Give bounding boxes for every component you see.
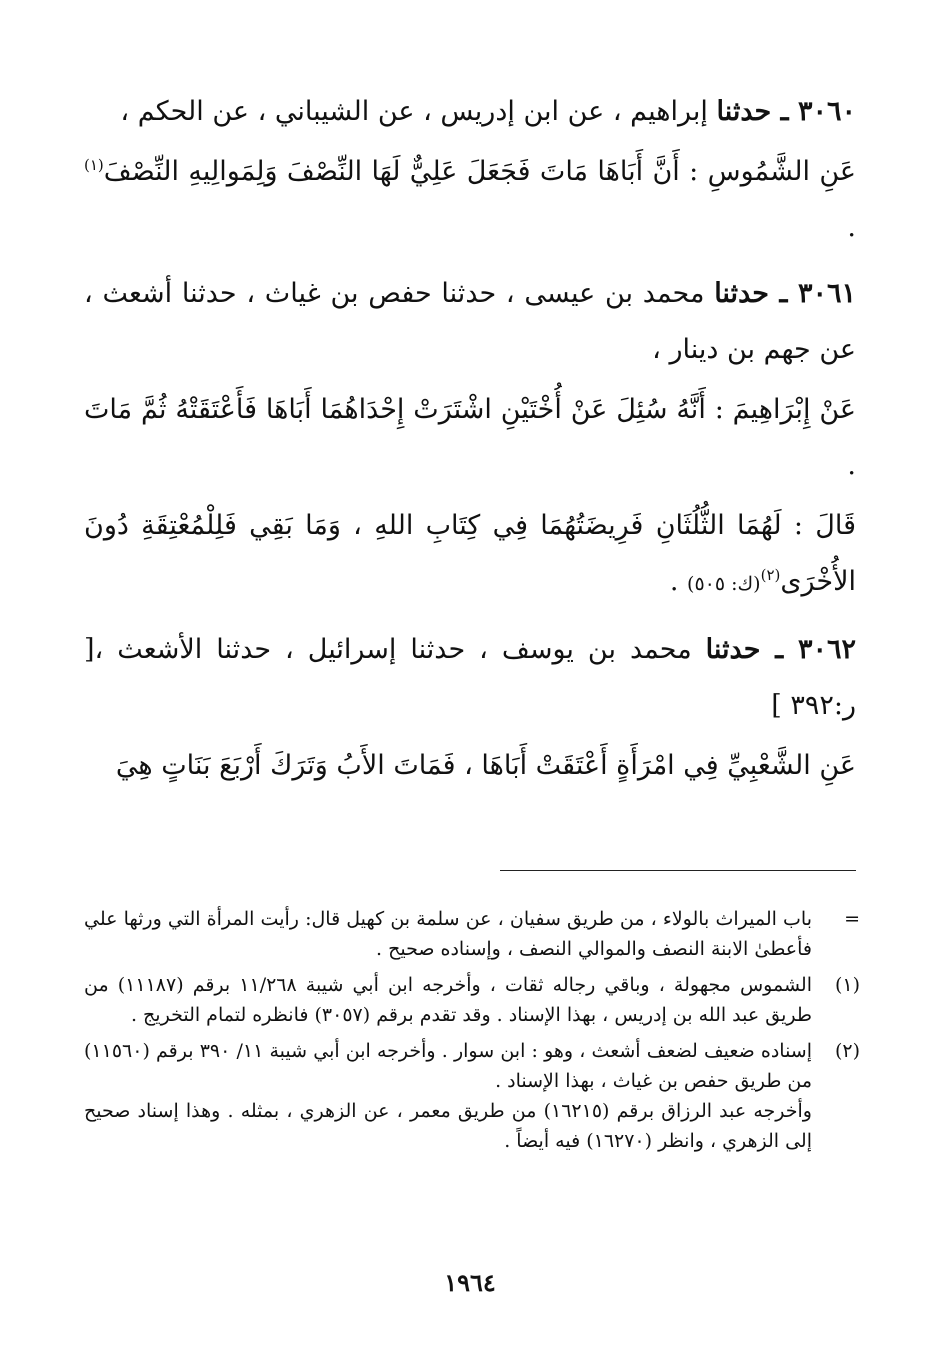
hadith-number: ٣٠٦٢ [797,634,856,665]
footnote-marker: (٢) [760,566,781,584]
hadith-matn-end: . [847,212,856,243]
hadith-isnad [84,84,856,140]
hadith-isnad [84,622,856,734]
footnote-continuation [84,904,860,964]
hadith-separator: ـ [768,278,798,309]
hadith-lead-word: حدثنا [705,634,761,665]
main-text [84,84,856,804]
footnote-marker: (٢) [834,1040,860,1062]
footnote-marker: = [844,908,860,930]
hadith-matn [84,144,856,256]
hadith-lead-word: حدثنا [714,278,769,309]
hadith-matn-text: قَالَ : لَهُمَا الثُّلُثَانِ فَرِيضَتُهُمَا فِي كِتَابِ اللهِ ، وَمَا بَقِي فَلِلْمُعْتِقَةِ دُونَ الأُخْرَى [84,510,856,597]
hadith-isnad-text: محمد بن يوسف ، حدثنا إسرائيل ، حدثنا الأشعث ،[ ر:٣٩٢ ] [84,634,856,721]
footnote-marker: (١) [84,156,104,174]
footnote-text: وأخرجه عبد الرزاق برقم (١٦٢١٥) من طريق معمر ، عن الزهري ، بمثله . وهذا إسناد صحيح إلى الزهري ، وانظر (١٦٢٧٠) فيه أيضاً . [84,1100,812,1152]
hadith-matn-text: عَنِ الشَّمُوسِ : أَنَّ أَبَاهَا مَاتَ فَجَعَلَ عَلِيٌّ لَهَا النِّصْفَ وَلِمَوالِيهِ النِّصْفَ [103,156,856,187]
footnote-text: إسناده ضعيف لضعف أشعث ، وهو : ابن سوار . وأخرجه ابن أبي شيبة ١١/ ٣٩٠ برقم (١١٥٦٠) من طريق حفص بن غياث ، بهذا الإسناد . [84,1040,813,1092]
footnote-text: الشموس مجهولة ، وباقي رجاله ثقات ، وأخرجه ابن أبي شيبة ١١/٢٦٨ برقم (١١١٨٧) من طريق عبد الله بن إدريس ، بهذا الإسناد . وقد تقدم برقم (٣٠٥٧) فانظره لتمام التخريج . [84,974,813,1026]
footnote-body [84,1036,812,1156]
footnotes [84,904,860,1162]
hadith-matn-text: عَنْ إِبْرَاهِيمَ : أَنَّهُ سُئِلَ عَنْ أُخْتَيْنِ اشْتَرَتْ إِحْدَاهُمَا أَبَاهَا فَأَعْتَقَتْهُ ثُمَّ مَاتَ . [84,394,856,481]
footnote-2 [84,1036,860,1156]
hadith-isnad [84,266,856,378]
footnote-marker: (١) [834,974,860,996]
hadith-lead-word: حدثنا [716,96,772,127]
footnote-text: باب الميراث بالولاء ، من طريق سفيان ، عن سلمة بن كهيل قال: رأيت المرأة التي ورثها علي فأعطىٰ الابنة النصف والموالي النصف ، وإسناده صحيح . [84,908,812,960]
footnote-divider [500,870,856,871]
cross-reference: (ك: ٥٠٥) [687,573,761,595]
hadith-separator: ـ [760,634,798,665]
hadith-matn [84,382,856,494]
footnote-1 [84,970,860,1030]
hadith-isnad-text: محمد بن عيسى ، حدثنا حفص بن غياث ، حدثنا أشعث ، عن جهم بن دينار ، [84,278,856,365]
page-number: ١٩٦٤ [444,1268,496,1297]
hadith-isnad-text: إبراهيم ، عن ابن إدريس ، عن الشيباني ، عن الحكم ، [120,96,717,127]
hadith-separator: ـ [771,96,798,127]
hadith-matn-text: عَنِ الشَّعْبِيِّ فِي امْرَأَةٍ أَعْتَقَتْ أَبَاهَا ، فَمَاتَ الأَبُ وَتَرَكَ أَرْبَعَ بَنَاتٍ هِيَ [115,750,856,781]
hadith-number: ٣٠٦١ [797,278,856,309]
hadith-matn [84,738,856,794]
hadith-number: ٣٠٦٠ [797,96,856,127]
hadith-matn [84,498,856,612]
hadith-matn-end: . [669,566,688,597]
